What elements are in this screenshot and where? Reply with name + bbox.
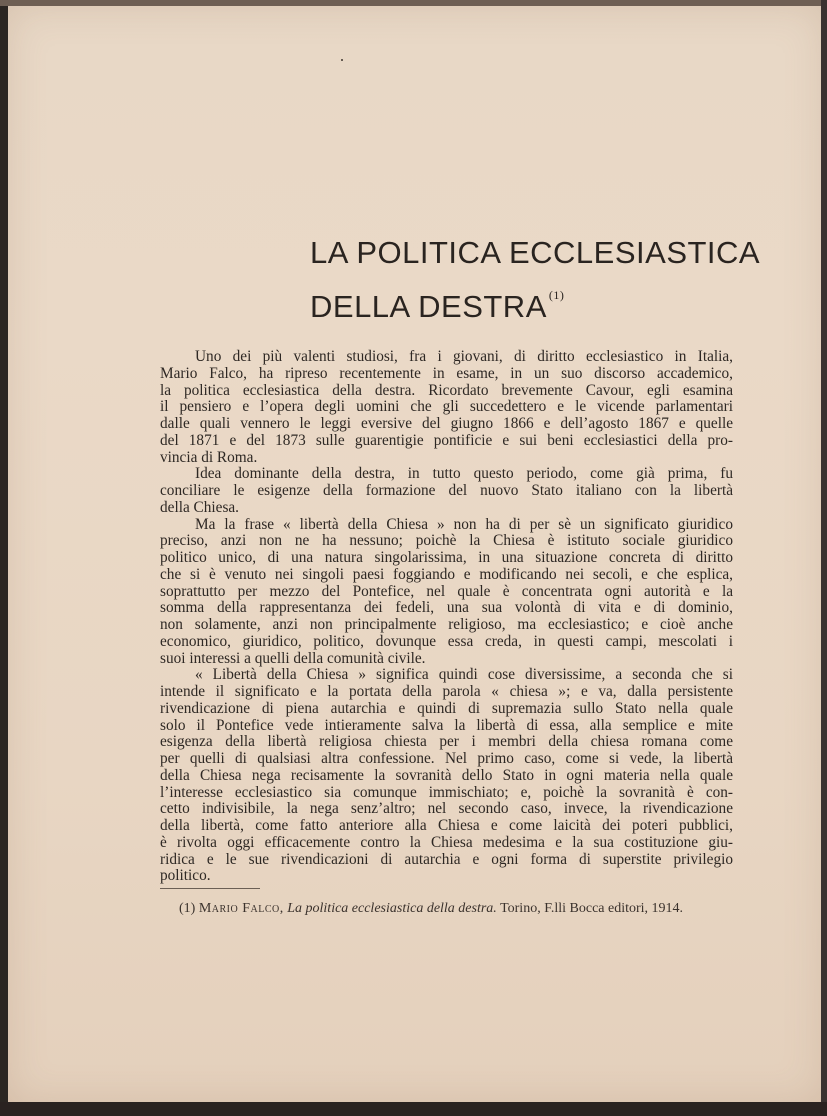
paragraph-line: la politica ecclesiastica della destra. Ricordato brevemente Cavour, egli esamina bbox=[160, 381, 733, 399]
paragraph-line: preciso, anzi non ne ha nessuno; poichè la Chiesa è istituto sociale giuridico bbox=[160, 532, 733, 550]
paragraph-line: intende il significato e la portata della parola « chiesa »; e va, dalla persistente bbox=[160, 683, 733, 700]
paragraph-line: del 1871 e del 1873 sulle guarentigie pontificie e sui beni ecclesiastici della pro- bbox=[160, 431, 733, 449]
paragraph-line: della Chiesa nega recisamente la sovranità dello Stato in ogni materia nella quale bbox=[160, 766, 733, 784]
paragraph-line: solo il Pontefice vede intieramente salva la libertà di essa, alla semplice e mite bbox=[160, 716, 733, 734]
paragraph-line: ridica e le sue rivendicazioni di autarchia e ogni forma di superstite privilegio bbox=[160, 850, 733, 868]
paragraph-line: è rivolta oggi efficacemente contro la Chiesa medesima e la sua costituzione giu- bbox=[160, 833, 733, 851]
paragraph-line: esigenza della libertà religiosa chiesta per i membri della chiesa romana come bbox=[160, 733, 733, 751]
paragraph-line: politico unico, di una natura singolarissima, in una situazione concreta di diritto bbox=[160, 549, 733, 566]
paragraph-line: somma della rappresentanza dei fedeli, una sua volontà di vita e di dominio, bbox=[160, 599, 733, 617]
paragraph-line: della libertà, come fatto anteriore alla Chiesa e come laicità dei poteri pubblici, bbox=[160, 817, 733, 834]
paragraph-line: suoi interessi a quelli della comunità civile. bbox=[160, 649, 426, 667]
paragraph-line: della Chiesa. bbox=[160, 498, 240, 516]
title-line-2: DELLA DESTRA bbox=[310, 289, 547, 324]
article-title bbox=[310, 232, 760, 328]
paragraph-line: dalle quali vennero le leggi eversive del giugno 1866 e dell’agosto 1867 e quelle bbox=[160, 415, 733, 432]
paragraph-line: Mario Falco, ha ripreso recentemente in esame, in un suo discorso accademico, bbox=[160, 364, 733, 382]
paragraph-line: rivendicazione di piena autarchia e quindi di supremazia sullo Stato nella quale bbox=[160, 699, 733, 717]
footnote-author: Mario Falco, bbox=[198, 901, 284, 916]
article-body bbox=[160, 349, 733, 885]
paragraph-line: « Libertà della Chiesa » significa quindi cose diversissime, a seconda che si bbox=[195, 666, 733, 684]
paragraph-line: politico. bbox=[160, 867, 211, 885]
paragraph-line: soprattutto per mezzo del Pontefice, nel quale è concentrata ogni autorità e la bbox=[160, 582, 733, 600]
paragraph-line: Ma la frase « libertà della Chiesa » non ha di per sè un significato giuridico bbox=[195, 515, 733, 533]
paragraph-line: l’interesse ecclesiastico sia comunque immischiato; e, poichè la sovranità è con- bbox=[160, 783, 733, 801]
right-page-edge bbox=[821, 0, 827, 1116]
footnote bbox=[179, 900, 683, 918]
paragraph bbox=[160, 667, 733, 885]
paragraph-line: il pensiero e l’opera degli uomini che gli succedettero e le vicende parlamentari bbox=[160, 398, 733, 416]
title-line-1: LA POLITICA ECCLESIASTICA bbox=[310, 235, 761, 270]
paragraph-line: cetto indivisibile, la nega senz’altro; nel secondo caso, invece, la rivendicazione bbox=[160, 800, 733, 818]
paragraph-line: che si è venuto nei singoli paesi foggiando e modificando nei secoli, e che esplica, bbox=[160, 565, 733, 583]
paragraph-line: economico, giuridico, politico, dovunque essa creda, in questi campi, mescolati i bbox=[160, 632, 733, 650]
paragraph bbox=[160, 517, 733, 668]
paragraph bbox=[160, 466, 733, 516]
paragraph-line: Uno dei più valenti studiosi, fra i giovani, di diritto ecclesiastico in Italia, bbox=[195, 348, 733, 365]
footnote-separator bbox=[160, 888, 260, 889]
paragraph bbox=[160, 349, 733, 466]
paper-speck bbox=[341, 59, 343, 61]
paragraph-line: conciliare le esigenze della formazione del nuovo Stato italiano con la libertà bbox=[160, 482, 733, 499]
footnote-number: (1) bbox=[179, 901, 196, 916]
footnote-reference: (1) bbox=[548, 288, 565, 302]
paragraph-line: non solamente, anzi non principalmente religioso, ma ecclesiastico; e cioè anche bbox=[160, 616, 733, 633]
paragraph-line: per quelli di qualsiasi altra confessione. Nel primo caso, come si vede, la libertà bbox=[160, 750, 733, 767]
footnote-publisher: Torino, F.lli Bocca editori, 1914. bbox=[500, 901, 684, 916]
paragraph-line: vincia di Roma. bbox=[160, 448, 258, 466]
bottom-page-edge bbox=[0, 1102, 827, 1116]
footnote-work-title: La politica ecclesiastica della destra. bbox=[287, 901, 497, 916]
paragraph-line: Idea dominante della destra, in tutto questo periodo, come già prima, fu bbox=[195, 465, 733, 483]
